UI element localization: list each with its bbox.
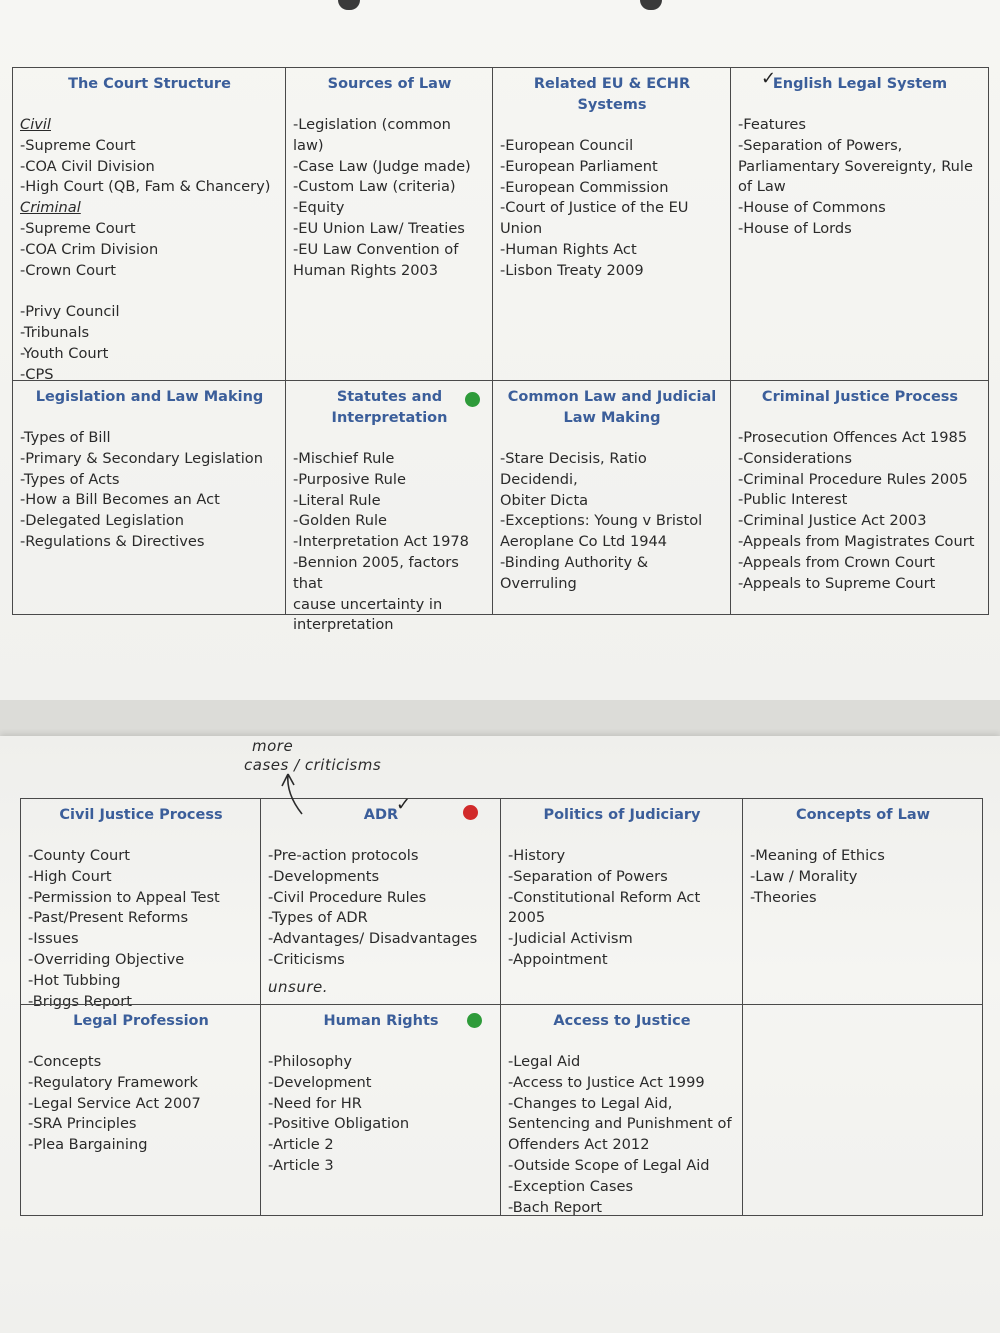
- topic-item: -Prosecution Offences Act 1985: [738, 429, 968, 446]
- topic-title: Common Law and Judicial Law Making: [507, 389, 717, 426]
- topic-item: -Equity: [293, 199, 345, 217]
- topic-item: -Meaning of Ethics: [750, 847, 885, 864]
- topic-item: -Interpretation Act 1978: [293, 533, 469, 551]
- topic-title: English Legal System: [772, 76, 948, 92]
- topic-item: -Literal Rule: [293, 491, 381, 509]
- topic-item: Obiter Dicta: [500, 491, 589, 509]
- topic-item: -Judicial Activism: [508, 930, 633, 948]
- topic-cell: [730, 380, 989, 615]
- topic-title: Related EU & ECHR Systems: [533, 76, 691, 113]
- topic-item: -Lisbon Treaty 2009: [500, 261, 644, 279]
- topic-item: -Changes to Legal Aid,: [508, 1094, 673, 1112]
- topic-title: Legal Profession: [73, 1013, 209, 1029]
- handwritten-note: unsure.: [268, 978, 328, 996]
- topic-cell: [260, 1004, 501, 1216]
- topic-item: -Law / Morality: [750, 867, 858, 885]
- topic-title: Statutes and Interpretation: [331, 389, 448, 426]
- topic-item: -Crown Court: [20, 261, 116, 279]
- topic-item: -Privy Council: [20, 303, 120, 321]
- topic-title: Politics of Judiciary: [543, 807, 701, 823]
- topic-item: -Appeals to Supreme Court: [738, 574, 936, 592]
- topic-item: -Advantages/ Disadvantages: [268, 930, 478, 948]
- topic-title: Criminal Justice Process: [761, 389, 959, 405]
- topic-item: -Youth Court: [20, 344, 109, 362]
- topic-item: -Hot Tubbing: [28, 971, 121, 989]
- topic-cell: [500, 798, 743, 1005]
- topic-item: -Human Rights Act: [500, 240, 637, 258]
- topic-cell: [492, 380, 731, 615]
- topic-title: Human Rights: [323, 1013, 439, 1029]
- topic-item: -Golden Rule: [293, 512, 387, 530]
- topic-item: -Case Law (Judge made): [293, 157, 471, 175]
- topic-item: -European Commission: [500, 178, 669, 196]
- red-dot-marker: [463, 805, 478, 820]
- topic-cell: [742, 1004, 983, 1216]
- punch-hole: [640, 0, 662, 10]
- topic-item: -Issues: [28, 930, 79, 948]
- topic-item: -CPS: [20, 365, 54, 383]
- topic-item: -Overriding Objective: [28, 950, 185, 968]
- handwritten-note: cases / criticisms: [244, 756, 382, 774]
- topic-item: cause uncertainty in: [293, 595, 443, 613]
- topic-item: -Criminal Procedure Rules 2005: [738, 470, 968, 488]
- topic-item: -Binding Authority &: [500, 553, 649, 571]
- topic-item: -Criminal Justice Act 2003: [738, 512, 927, 530]
- topic-item: -High Court (QB, Fam & Chancery): [20, 178, 271, 196]
- topic-item: Aeroplane Co Ltd 1944: [500, 533, 668, 551]
- topic-item: -Primary & Secondary Legislation: [20, 449, 263, 467]
- topic-item: -Past/Present Reforms: [28, 909, 189, 927]
- topic-item: -Regulations & Directives: [20, 532, 205, 550]
- topic-item: -Custom Law (criteria): [293, 178, 456, 196]
- topic-cell: [742, 798, 983, 1005]
- topic-title: Civil Justice Process: [59, 807, 223, 823]
- topic-item: -Theories: [750, 888, 817, 906]
- topic-cell: [12, 380, 286, 615]
- topic-item: -Bennion 2005, factors that: [293, 553, 464, 592]
- topic-item: -Regulatory Framework: [28, 1073, 198, 1091]
- topic-item: -Appointment: [508, 950, 608, 968]
- topic-item: Offenders Act 2012: [508, 1136, 650, 1154]
- topic-item: -Separation of Powers,: [738, 136, 903, 154]
- topic-item: -Purposive Rule: [293, 470, 406, 488]
- topic-item: -Article 3: [268, 1156, 334, 1174]
- topic-item: -Bach Report: [508, 1198, 602, 1216]
- topic-item: -Criticisms: [268, 950, 345, 968]
- topic-item: -COA Civil Division: [20, 157, 155, 175]
- topic-item: -Public Interest: [738, 491, 848, 509]
- checkmark-icon: ✓: [761, 68, 777, 89]
- topic-title: Access to Justice: [553, 1013, 691, 1029]
- topic-item: -Delegated Legislation: [20, 512, 185, 530]
- topic-item: -Stare Decisis, Ratio Decidendi,: [500, 450, 652, 488]
- topic-item: -Tribunals: [20, 323, 90, 341]
- topic-item: -History: [508, 847, 566, 864]
- topic-item: -Permission to Appeal Test: [28, 888, 220, 906]
- topic-item: -COA Crim Division: [20, 240, 159, 258]
- topic-item: -EU Union Law/ Treaties: [293, 219, 465, 237]
- topic-item: interpretation: [293, 616, 394, 634]
- topic-item: -Considerations: [738, 449, 853, 467]
- topic-item: -Types of Acts: [20, 470, 120, 488]
- topic-item: -Exceptions: Young v Bristol: [500, 512, 703, 530]
- topic-item: -Concepts: [28, 1053, 102, 1070]
- topic-cell: [500, 1004, 743, 1216]
- arrow-up-icon: [276, 772, 306, 816]
- checkmark-icon: ✓: [396, 794, 412, 815]
- topic-item: Human Rights 2003: [293, 261, 439, 279]
- topic-title: The Court Structure: [68, 76, 231, 92]
- topic-item: -Constitutional Reform Act 2005: [508, 888, 705, 927]
- topic-item: -Briggs Report: [28, 992, 132, 1010]
- punch-hole: [338, 0, 360, 10]
- topic-item: -High Court: [28, 867, 112, 885]
- spacer: [20, 281, 279, 302]
- topic-item: -County Court: [28, 847, 130, 864]
- topic-item: -Article 2: [268, 1136, 334, 1154]
- topic-item: -Supreme Court: [20, 219, 136, 237]
- topic-title: Concepts of Law: [795, 807, 931, 823]
- topic-title: Legislation and Law Making: [35, 389, 264, 405]
- topic-item: -Appeals from Magistrates Court: [738, 532, 975, 550]
- green-dot-marker: [467, 1013, 482, 1028]
- topic-item: -Mischief Rule: [293, 450, 395, 467]
- topic-item: -European Council: [500, 137, 634, 154]
- topic-item: Overruling: [500, 574, 577, 592]
- topic-item: -Court of Justice of the EU: [500, 199, 689, 217]
- topic-cell: [492, 67, 731, 381]
- topic-item: -Legal Service Act 2007: [28, 1094, 201, 1112]
- topic-cell: [285, 380, 493, 634]
- topic-item: -House of Lords: [738, 219, 852, 237]
- topic-item: -Features: [738, 116, 807, 133]
- topic-item: -Civil Procedure Rules: [268, 888, 427, 906]
- topic-item: -Developments: [268, 867, 380, 885]
- topic-cell: [260, 798, 501, 1005]
- topic-cell: [285, 67, 493, 381]
- topic-item: -How a Bill Becomes an Act: [20, 491, 220, 509]
- topic-item: Parliamentary Sovereignty, Rule: [738, 157, 973, 175]
- topic-cell: [20, 798, 261, 1010]
- topic-item: -SRA Principles: [28, 1115, 137, 1133]
- topic-item: -Types of ADR: [268, 909, 368, 927]
- topic-item: -House of Commons: [738, 199, 886, 217]
- topic-item: -Legislation (common law): [293, 116, 456, 154]
- topic-item: -Need for HR: [268, 1094, 362, 1112]
- topic-title: Sources of Law: [327, 76, 452, 92]
- topic-item: -Types of Bill: [20, 429, 111, 446]
- topic-item: -Outside Scope of Legal Aid: [508, 1156, 710, 1174]
- handwritten-note: more: [252, 737, 294, 755]
- subheading: Criminal: [20, 199, 81, 217]
- topic-item: -Development: [268, 1073, 372, 1091]
- subheading: Civil: [20, 116, 51, 133]
- topic-cell: [12, 67, 286, 381]
- topic-item: -Plea Bargaining: [28, 1136, 148, 1154]
- topic-item: -Separation of Powers: [508, 867, 668, 885]
- topic-item: -Exception Cases: [508, 1177, 634, 1195]
- topic-item: -Supreme Court: [20, 136, 136, 154]
- topic-item: Sentencing and Punishment of: [508, 1115, 732, 1133]
- topic-item: -European Parliament: [500, 157, 658, 175]
- green-dot-marker: [465, 392, 480, 407]
- topic-item: -Appeals from Crown Court: [738, 553, 935, 571]
- topic-cell: [20, 1004, 261, 1216]
- topic-item: -Philosophy: [268, 1053, 353, 1070]
- topic-item: -EU Law Convention of: [293, 240, 459, 258]
- topic-cell: [730, 67, 989, 381]
- topic-title: ADR: [363, 807, 399, 823]
- topic-item: -Access to Justice Act 1999: [508, 1073, 705, 1091]
- topic-item: -Positive Obligation: [268, 1115, 410, 1133]
- topic-item: -Pre-action protocols: [268, 847, 419, 864]
- topic-item: of Law: [738, 178, 786, 196]
- topic-item: -Legal Aid: [508, 1053, 581, 1070]
- topic-item: Union: [500, 220, 543, 238]
